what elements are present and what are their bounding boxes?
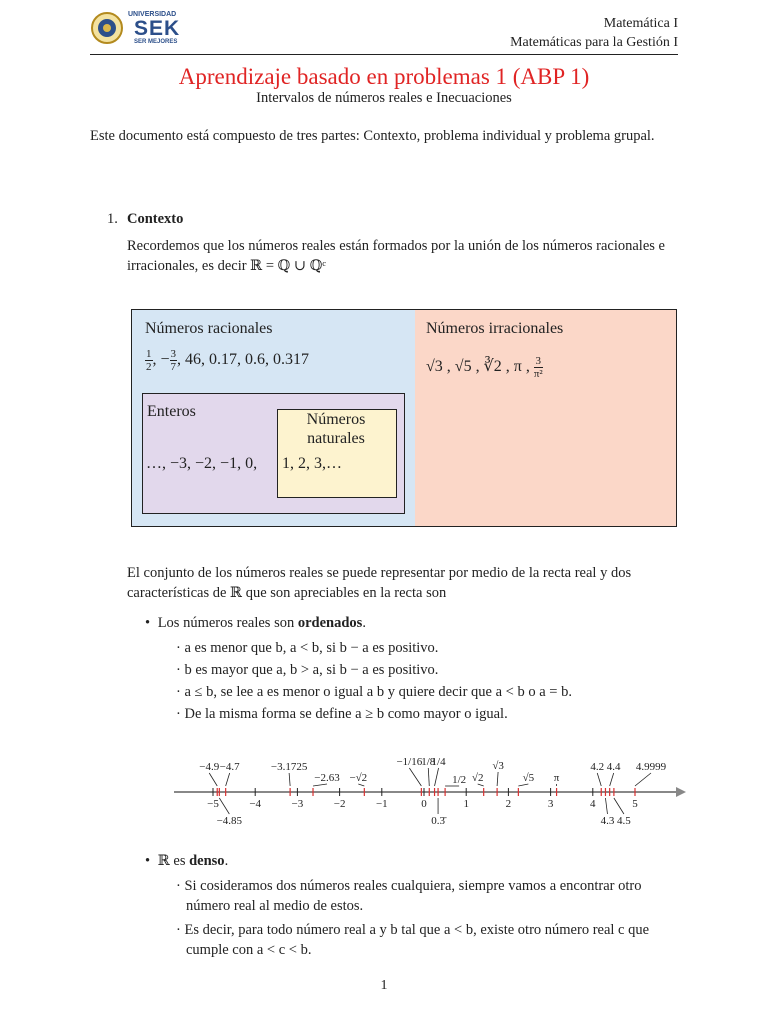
point-label-above: 1/4 [431, 756, 446, 768]
irrational-numbers-box [415, 309, 677, 527]
point-label-above: −4.9 [199, 761, 220, 773]
point-label-below: 4.3 [600, 815, 615, 827]
logo-sub-text: SER MEJORES [134, 39, 178, 45]
dense-item-1-text: Si cosideramos dos números reales cualquiera, siempre vamos a encontrar otro número real al medio de estos. [184, 878, 642, 914]
ordered-item-4: · De la misma forma se define a ≥ b como mayor o igual. [176, 706, 508, 722]
fraction-three-over-pi-squared: $\frac{3}{\text{π²}}$ [533, 355, 543, 380]
point-label-above: √3 [492, 760, 504, 772]
rational-items-text: , 46, 0.17, 0.6, 0.317 [177, 351, 310, 369]
tick-label: 3 [547, 798, 554, 810]
section-number: 1. [107, 211, 118, 227]
point-arrow [605, 798, 607, 814]
dense-bold: denso [189, 853, 225, 869]
irrational-items-text: √3 , √5 , ∛2 , π , [426, 358, 530, 376]
section-title: Contexto [127, 211, 184, 227]
point-arrow [226, 773, 230, 786]
point-label-above: 4.2 [590, 761, 605, 773]
ordered-item-1-text: a es menor que b, a < b, si b − a es positivo. [184, 640, 439, 656]
document-title: Aprendizaje basado en problemas 1 (ABP 1) [178, 64, 590, 89]
rational-examples: $\frac{1}{2}$ , − $\frac{3}{7}$ , 46, 0.17, 0.6, 0.317 [146, 348, 310, 373]
real-number-line [170, 752, 690, 832]
dense-item-1: · Si cosideramos dos números reales cualquiera, siempre vamos a encontrar otro número real al medio de estos. [176, 878, 642, 914]
ordered-item-3: · a ≤ b, se lee a es menor o igual a b y quiere decir que a < b o a = b. [176, 684, 572, 700]
point-arrow [635, 773, 651, 786]
naturals-title-1: Números [306, 411, 366, 428]
dense-end: . [224, 853, 229, 869]
rational-title: Números racionales [145, 320, 273, 337]
point-label-above: −2.63 [314, 772, 340, 784]
course-name-1: Matemática I [603, 16, 678, 31]
integers-title: Enteros [147, 403, 196, 420]
point-label-below: 0.3̄ [431, 815, 445, 827]
dense-item-2-text: Es decir, para todo número real a y b tal que a < b, existe otro número real c que cumple con a < c < b. [184, 922, 650, 958]
point-arrow [289, 773, 290, 786]
point-arrow [209, 773, 217, 786]
page-number: 1 [380, 978, 388, 993]
point-arrow [435, 768, 439, 786]
point-label-above: 4.4 [606, 761, 621, 773]
ordered-item-2-text: b es mayor que a, b > a, si b − a es positivo. [184, 662, 439, 678]
point-label-above: −4.7 [219, 761, 240, 773]
ordered-item-3-text: a ≤ b, se lee a es menor o igual a b y quiere decir que a < b o a = b. [184, 684, 572, 700]
dense-item-2: · Es decir, para todo número real a y b tal que a < b, existe otro número real c que cumple con a < c < b. [176, 922, 650, 958]
point-arrow [219, 798, 229, 814]
point-arrow [497, 772, 498, 786]
point-label-above: 4.9999 [635, 761, 667, 773]
ordered-end: . [362, 615, 366, 631]
tick-label: −5 [207, 798, 219, 810]
ordered-item-2: · b es mayor que a, b > a, si b − a es positivo. [176, 662, 439, 678]
ordered-list [176, 637, 676, 725]
section-text: Recordemos que los números reales están formados por la unión de los números racionales e irracionales, es decir ℝ = ℚ ∪ ℚᶜ [127, 238, 665, 274]
fraction-three-sevenths: $\frac{3}{7}$ [170, 348, 177, 373]
tick-label: 1 [463, 798, 469, 810]
tick-label: −1 [375, 798, 388, 810]
bullet-ordered [145, 613, 366, 633]
point-label-above: −√2 [349, 772, 368, 784]
university-logo [90, 8, 198, 48]
point-label-above: 1/8 [421, 756, 436, 768]
point-label-above: π [553, 772, 560, 784]
tick-label: −2 [333, 798, 346, 810]
point-arrow [313, 784, 327, 786]
bullet-dot: • [145, 853, 151, 869]
tick-label: 4 [590, 798, 596, 810]
irrational-examples [426, 355, 543, 380]
point-label-above: −1/16 [396, 756, 423, 768]
naturals-items: 1, 2, 3,… [282, 455, 342, 472]
logo-top-text: UNIVERSIDAD [128, 11, 177, 18]
tick-label: 0 [421, 798, 427, 810]
integers-items: …, −3, −2, −1, 0, [146, 455, 258, 472]
point-arrow [409, 768, 421, 786]
tick-label: 2 [505, 798, 512, 810]
dense-lead: ℝ es [157, 853, 190, 869]
point-arrow [597, 773, 601, 786]
tick-label: −4 [249, 798, 262, 810]
ordered-bold: ordenados [297, 615, 363, 631]
ordered-item-1: · a es menor que b, a < b, si b − a es positivo. [176, 640, 439, 656]
point-label-below: −4.85 [216, 815, 243, 827]
point-arrow [610, 773, 614, 786]
document-subtitle: Intervalos de números reales e Inecuaciones [256, 90, 512, 106]
point-label-above: −3.1725 [270, 761, 308, 773]
real-line-intro: El conjunto de los números reales se puede representar por medio de la recta real y dos características de ℝ que son apreciables en la recta son [127, 565, 632, 601]
tick-label: 5 [632, 798, 638, 810]
point-arrow [478, 784, 484, 786]
point-arrow [358, 784, 364, 786]
point-arrow [518, 784, 528, 786]
bullet-dot: • [145, 615, 151, 631]
naturals-title-2: naturales [307, 430, 365, 447]
course-header [510, 14, 678, 52]
point-arrow [614, 798, 624, 814]
fraction-one-half: $\frac{1}{2}$ [146, 348, 152, 373]
intro-paragraph: Este documento está compuesto de tres partes: Contexto, problema individual y problema grupal. [90, 128, 655, 144]
point-label-below: 4.5 [617, 815, 631, 827]
point-label-above: 1/2 [452, 774, 467, 786]
bullet-dense [145, 851, 228, 871]
point-label-above: √2 [471, 772, 484, 784]
header-rule [90, 54, 678, 55]
logo-main-text: SEK [134, 17, 181, 40]
tick-label: −3 [291, 798, 304, 810]
ordered-lead: Los números reales son [157, 615, 298, 631]
dense-list [176, 876, 680, 960]
point-label-above: √5 [522, 772, 535, 784]
irrational-title: Números irracionales [426, 320, 564, 337]
course-name-2: Matemáticas para la Gestión I [510, 35, 678, 50]
point-arrow [428, 768, 429, 786]
ordered-item-4-text: De la misma forma se define a ≥ b como mayor o igual. [184, 706, 508, 722]
